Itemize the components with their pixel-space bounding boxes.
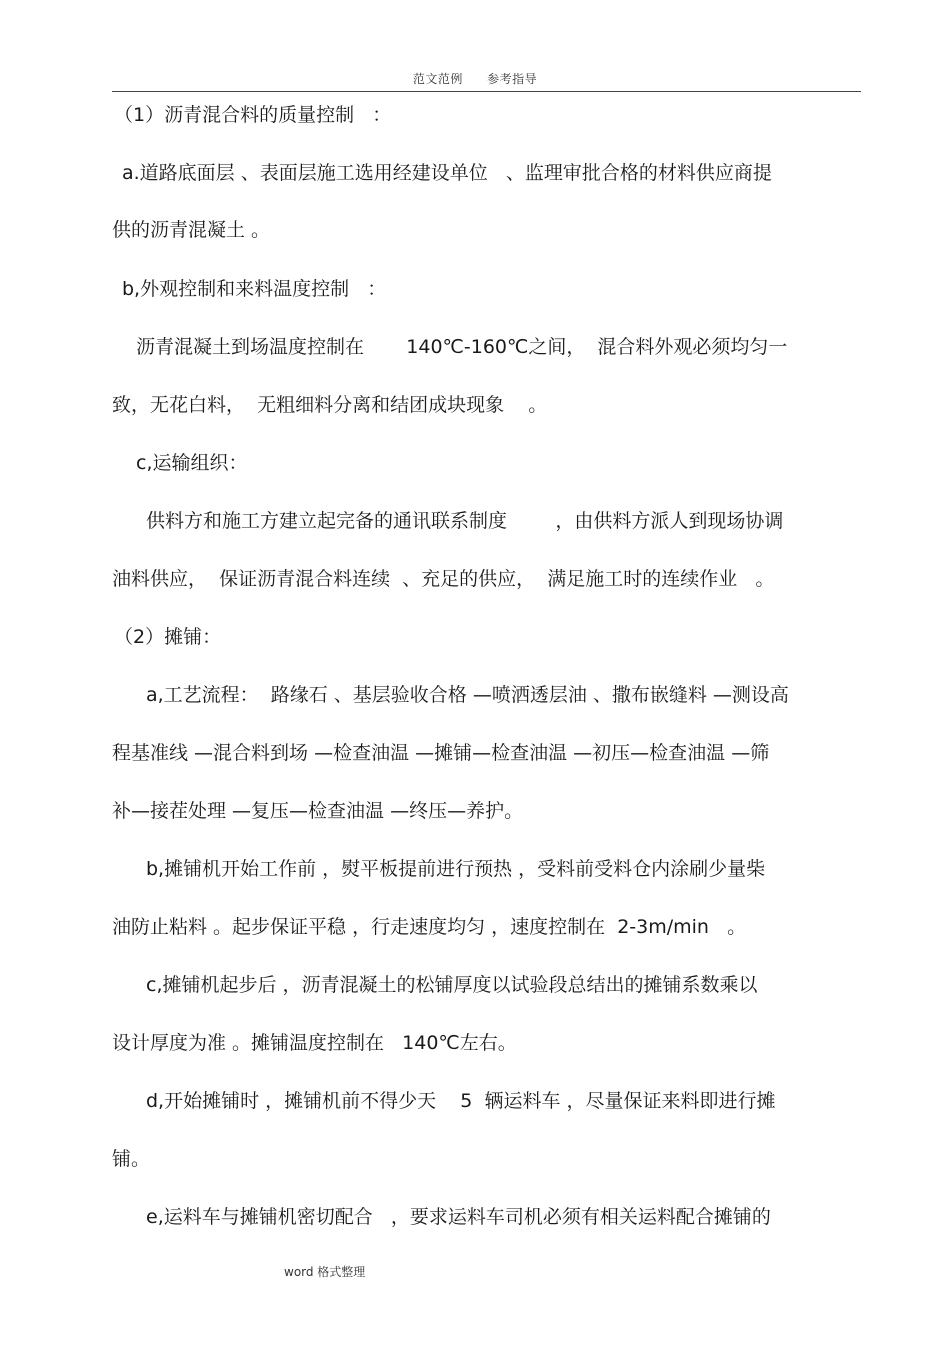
paragraph-b-line-1: 沥青混凝土到场温度控制在 140℃-160℃之间， 混合料外观必须均匀一 <box>136 336 788 358</box>
paving-a-line-1: a,工艺流程： 路缘石 、基层验收合格 —喷洒透层油 、撒布嵌缝料 —测设高 <box>146 684 789 706</box>
paving-a-line-3: 补—接茬处理 —复压—检查油温 —终压—养护。 <box>112 800 524 822</box>
paving-d-line-2: 铺。 <box>112 1148 151 1170</box>
section-heading-1: （1）沥青混合料的质量控制 ： <box>114 104 392 126</box>
paragraph-c-line-2: 油料供应， 保证沥青混合料连续 、充足的供应， 满足施工时的连续作业 。 <box>112 568 775 590</box>
paragraph-b-heading: b,外观控制和来料温度控制 ： <box>122 278 387 300</box>
header-right-text: 参考指导 <box>487 72 538 86</box>
paving-b-line-1: b,摊铺机开始工作前 ，熨平板提前进行预热 ，受料前受料仓内涂刷少量柴 <box>146 858 766 880</box>
paragraph-b-line-2: 致，无花白料， 无粗细料分离和结团成块现象 。 <box>112 394 548 416</box>
paving-b-line-2: 油防止粘料 。起步保证平稳 ，行走速度均匀 ，速度控制在 2-3m/min 。 <box>112 916 747 938</box>
paragraph-a-line-1: a.道路底面层 、表面层施工选用经建设单位 、监理审批合格的材料供应商提 <box>122 162 772 184</box>
paragraph-c-heading: c,运输组织： <box>136 452 248 474</box>
paving-e-line-1: e,运料车与摊铺机密切配合 ，要求运料车司机必须有相关运料配合摊铺的 <box>146 1206 771 1228</box>
header-divider <box>112 91 861 92</box>
page-footer: word 格式整理 <box>284 1265 366 1279</box>
paving-c-line-2: 设计厚度为准 。摊铺温度控制在 140℃左右。 <box>112 1032 517 1054</box>
paving-a-line-2: 程基准线 —混合料到场 —检查油温 —摊铺—检查油温 —初压—检查油温 —筛 <box>112 742 770 764</box>
paving-d-line-1: d,开始摊铺时 ，摊铺机前不得少天 5 辆运料车 ，尽量保证来料即进行摊 <box>146 1090 776 1112</box>
section-heading-2: （2）摊铺： <box>114 626 222 648</box>
paving-c-line-1: c,摊铺机起步后 ，沥青混凝土的松铺厚度以试验段总结出的摊铺系数乘以 <box>146 974 758 996</box>
page-header <box>0 70 950 87</box>
paragraph-a-line-2: 供的沥青混凝土 。 <box>112 219 271 241</box>
paragraph-c-line-1: 供料方和施工方建立起完备的通讯联系制度 ，由供料方派人到现场协调 <box>146 510 784 532</box>
header-left-text: 范文范例 <box>412 72 463 86</box>
